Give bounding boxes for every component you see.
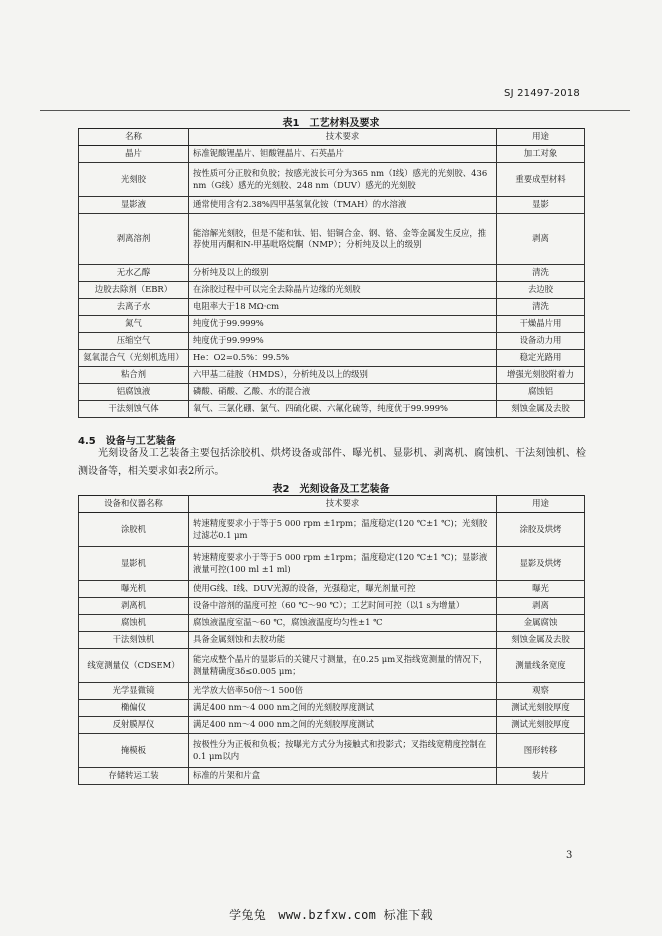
table1-cell-usage: 显影	[497, 197, 585, 214]
table2-cell-name: 掩模板	[79, 734, 189, 768]
table1-cell-requirement: 氧气、三氯化硼、氯气、四硫化碳、六氟化硫等，纯度优于99.999%	[189, 401, 497, 418]
table2-row	[79, 547, 585, 581]
table2-cell-name: 剥离机	[79, 598, 189, 615]
table2-row	[79, 615, 585, 632]
table2-row	[79, 734, 585, 768]
table2-header-equipment: 设备和仪器名称	[79, 496, 189, 513]
table1-row	[79, 265, 585, 282]
table2-cell-name: 显影机	[79, 547, 189, 581]
table2-header-requirement: 技术要求	[189, 496, 497, 513]
table1-cell-requirement: 纯度优于99.999%	[189, 316, 497, 333]
table2-row	[79, 581, 585, 598]
table-process-materials	[78, 128, 585, 418]
table2-cell-requirement: 标准的片架和片盒	[189, 768, 497, 785]
table1-cell-usage: 稳定光路用	[497, 350, 585, 367]
header-rule	[40, 110, 630, 111]
table2-cell-requirement: 转速精度要求小于等于5 000 rpm ±1rpm；温度稳定(120 ℃±1 ℃)；显影液液量可控(100 ml ±1 ml)	[189, 547, 497, 581]
section-heading: 4.5 设备与工艺装备	[78, 436, 176, 447]
table2-cell-usage: 测试光刻胶厚度	[497, 700, 585, 717]
table1-row	[79, 316, 585, 333]
table1-cell-usage: 刻蚀金属及去胶	[497, 401, 585, 418]
table1-cell-name: 边胶去除剂（EBR）	[79, 282, 189, 299]
table1-header-name: 名称	[79, 129, 189, 146]
table2-row	[79, 768, 585, 785]
table2-cell-requirement: 转速精度要求小于等于5 000 rpm ±1rpm；温度稳定(120 ℃±1 ℃)；光刻胶过滤芯0.1 μm	[189, 513, 497, 547]
table1-cell-usage: 重要成型材料	[497, 163, 585, 197]
table1-cell-usage: 去边胶	[497, 282, 585, 299]
table1-row	[79, 197, 585, 214]
table1-cell-usage: 设备动力用	[497, 333, 585, 350]
table1-cell-name: 显影液	[79, 197, 189, 214]
table1-row	[79, 282, 585, 299]
watermark-footer: 学兔兔 www.bzfxw.com 标准下载	[229, 908, 433, 922]
table1-cell-usage: 腐蚀铝	[497, 384, 585, 401]
table2-cell-requirement: 光学放大倍率50倍～1 500倍	[189, 683, 497, 700]
page-number: 3	[566, 850, 573, 861]
table1-row	[79, 299, 585, 316]
table2-cell-requirement: 满足400 nm～4 000 nm之间的光刻胶厚度测试	[189, 717, 497, 734]
table2-cell-name: 光学显微镜	[79, 683, 189, 700]
table2-cell-usage: 金属腐蚀	[497, 615, 585, 632]
table1-row	[79, 163, 585, 197]
table2-caption: 表2 光刻设备及工艺装备	[272, 484, 390, 495]
table1-row	[79, 146, 585, 163]
table2-cell-requirement: 按极性分为正板和负板；按曝光方式分为接触式和投影式；叉指线宽精度控制在0.1 μm以内	[189, 734, 497, 768]
table2-row	[79, 717, 585, 734]
table1-header-requirement: 技术要求	[189, 129, 497, 146]
table2-cell-name: 存储转运工装	[79, 768, 189, 785]
table1-cell-requirement: 分析纯及以上的级别	[189, 265, 497, 282]
table1-cell-name: 剥离溶剂	[79, 214, 189, 265]
table1-cell-usage: 清洗	[497, 265, 585, 282]
table1-cell-name: 铝腐蚀液	[79, 384, 189, 401]
table1-header-usage: 用途	[497, 129, 585, 146]
table1-cell-requirement: 六甲基二硅胺（HMDS），分析纯及以上的级别	[189, 367, 497, 384]
table1-cell-name: 去离子水	[79, 299, 189, 316]
table2-cell-usage: 涂胶及烘烤	[497, 513, 585, 547]
table2-cell-name: 线宽测量仪（CDSEM）	[79, 649, 189, 683]
table1-cell-requirement: 纯度优于99.999%	[189, 333, 497, 350]
table1-row	[79, 384, 585, 401]
table1-cell-name: 无水乙醇	[79, 265, 189, 282]
table2-row	[79, 649, 585, 683]
table1-caption: 表1 工艺材料及要求	[282, 118, 380, 129]
table1-cell-requirement: He：O2=0.5%：99.5%	[189, 350, 497, 367]
table1-row	[79, 333, 585, 350]
table2-row	[79, 598, 585, 615]
table2-row	[79, 700, 585, 717]
table1-cell-usage: 加工对象	[497, 146, 585, 163]
table1-cell-name: 氦氧混合气（光刻机选用）	[79, 350, 189, 367]
table2-cell-usage: 测量线条宽度	[497, 649, 585, 683]
table1-cell-requirement: 标准铌酸锂晶片、钽酸锂晶片、石英晶片	[189, 146, 497, 163]
table2-row	[79, 632, 585, 649]
table1-cell-usage: 剥离	[497, 214, 585, 265]
table-lithography-equipment	[78, 495, 585, 785]
table2-cell-usage: 曝光	[497, 581, 585, 598]
table2-cell-usage: 剥离	[497, 598, 585, 615]
table1-row	[79, 350, 585, 367]
table1-cell-requirement: 磷酸、硝酸、乙酸、水的混合液	[189, 384, 497, 401]
table1-row	[79, 367, 585, 384]
table2-cell-name: 曝光机	[79, 581, 189, 598]
table2-cell-name: 反射膜厚仪	[79, 717, 189, 734]
table1-cell-requirement: 通常使用含有2.38%四甲基氢氧化铵（TMAH）的水溶液	[189, 197, 497, 214]
table2-cell-requirement: 使用G线、I线、DUV光源的设备，光强稳定，曝光剂量可控	[189, 581, 497, 598]
table2-cell-usage: 测试光刻胶厚度	[497, 717, 585, 734]
table1-cell-name: 氮气	[79, 316, 189, 333]
table1-row	[79, 401, 585, 418]
table1-cell-usage: 清洗	[497, 299, 585, 316]
table2-cell-requirement: 具备金属刻蚀和去胶功能	[189, 632, 497, 649]
table2-header-usage: 用途	[497, 496, 585, 513]
table2-cell-usage: 装片	[497, 768, 585, 785]
table2-cell-name: 腐蚀机	[79, 615, 189, 632]
table1-row	[79, 214, 585, 265]
table1-cell-name: 光刻胶	[79, 163, 189, 197]
table2-cell-requirement: 满足400 nm～4 000 nm之间的光刻胶厚度测试	[189, 700, 497, 717]
table1-cell-usage: 干燥晶片用	[497, 316, 585, 333]
table2-cell-requirement: 设备中溶剂的温度可控（60 ℃～90 ℃）；工艺时间可控（以1 s为增量）	[189, 598, 497, 615]
table2-cell-usage: 观察	[497, 683, 585, 700]
table1-cell-usage: 增强光刻胶附着力	[497, 367, 585, 384]
table2-cell-usage: 刻蚀金属及去胶	[497, 632, 585, 649]
table1-cell-name: 干法刻蚀气体	[79, 401, 189, 418]
table2-cell-requirement: 腐蚀液温度室温～60 ℃，腐蚀液温度均匀性±1 ℃	[189, 615, 497, 632]
table2-row	[79, 683, 585, 700]
table1-cell-name: 粘合剂	[79, 367, 189, 384]
table1-cell-requirement: 能溶解光刻胶，但是不能和钛、铝、铝铜合金、钢、铬、金等金属发生反应，推荐使用丙酮和N-甲基吡咯烷酮（NMP）；分析纯及以上的级别	[189, 214, 497, 265]
document-number: SJ 21497-2018	[504, 88, 580, 99]
table2-row	[79, 513, 585, 547]
table2-cell-usage: 显影及烘烤	[497, 547, 585, 581]
table2-cell-name: 干法刻蚀机	[79, 632, 189, 649]
table1-cell-name: 晶片	[79, 146, 189, 163]
table1-cell-requirement: 按性质可分正胶和负胶；按感光波长可分为365 nm（I线）感光的光刻胶、436 nm（G线）感光的光刻胶、248 nm（DUV）感光的光刻胶	[189, 163, 497, 197]
table2-cell-name: 椭偏仪	[79, 700, 189, 717]
table2-cell-name: 涂胶机	[79, 513, 189, 547]
section-paragraph: 光刻设备及工艺装备主要包括涂胶机、烘烤设备或部件、曝光机、显影机、剥离机、腐蚀机、干法刻蚀机、检测设备等，相关要求如表2所示。	[78, 448, 586, 477]
table2-cell-requirement: 能完成整个晶片的显影后的关键尺寸测量，在0.25 μm叉指线宽测量的情况下，测量精确度3δ≤0.005 μm；	[189, 649, 497, 683]
table1-cell-requirement: 在涂胶过程中可以完全去除晶片边缘的光刻胶	[189, 282, 497, 299]
table2-cell-usage: 图形转移	[497, 734, 585, 768]
table1-cell-name: 压缩空气	[79, 333, 189, 350]
table1-cell-requirement: 电阻率大于18 MΩ·cm	[189, 299, 497, 316]
